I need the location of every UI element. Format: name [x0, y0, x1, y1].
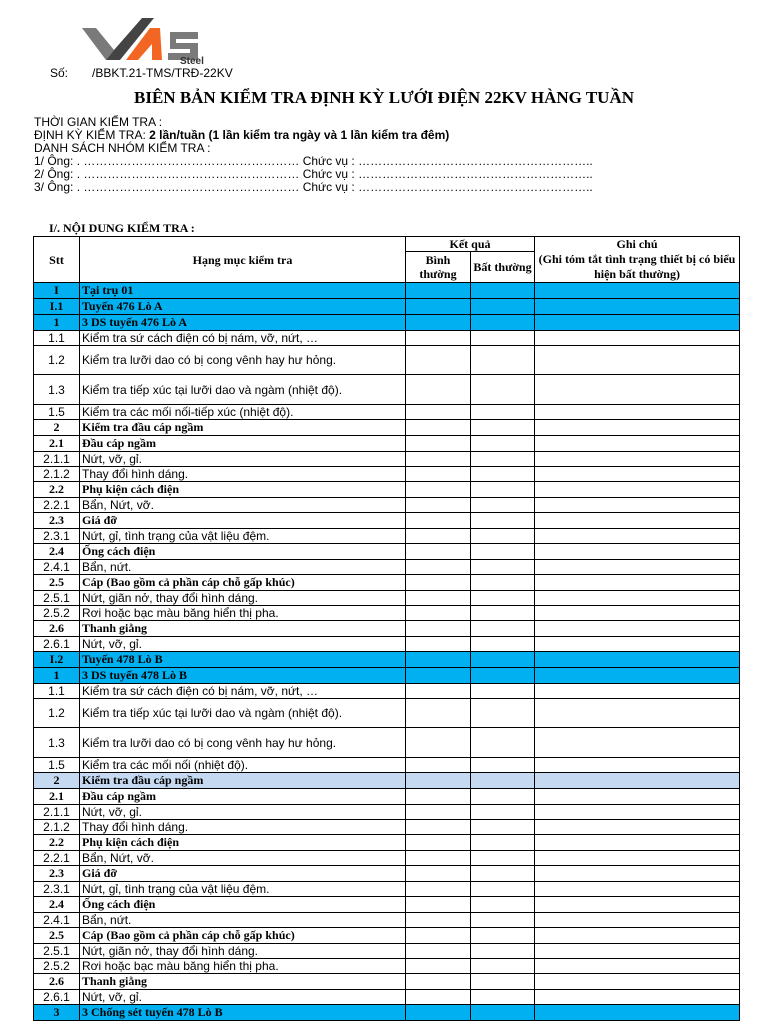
row-item: Giá đỡ [80, 513, 406, 529]
row-item: 3 DS tuyến 476 Lò A [80, 315, 406, 331]
table-row [34, 560, 740, 575]
col-header-result: Kết quả [406, 237, 535, 252]
note-cell[interactable] [535, 529, 740, 544]
row-item: Nứt, vỡ, gỉ. [80, 805, 406, 820]
row-item: Nứt, gỉ, tình trạng của vật liệu đệm. [80, 529, 406, 544]
result-normal-cell[interactable] [406, 513, 471, 529]
table-row [34, 897, 740, 913]
table-row [34, 346, 740, 375]
result-abnormal-cell[interactable] [471, 913, 535, 928]
result-abnormal-cell[interactable] [471, 959, 535, 974]
note-cell[interactable] [535, 331, 740, 346]
row-stt: 2.4 [34, 897, 80, 913]
result-normal-cell[interactable] [406, 436, 471, 452]
row-stt: 2.5.1 [34, 591, 80, 606]
note-cell[interactable] [535, 959, 740, 974]
note-cell[interactable] [535, 575, 740, 591]
row-item: Nứt, giãn nở, thay đổi hình dáng. [80, 591, 406, 606]
note-cell[interactable] [535, 773, 740, 789]
row-stt: 2.4 [34, 544, 80, 560]
result-abnormal-cell[interactable] [471, 529, 535, 544]
row-item: Cáp (Bao gồm cả phần cáp chỗ gấp khúc) [80, 928, 406, 944]
result-abnormal-cell[interactable] [471, 652, 535, 668]
col-header-normal: Bình thường [406, 252, 471, 283]
row-stt: 1.2 [34, 346, 80, 375]
table-row [34, 299, 740, 315]
table-row [34, 544, 740, 560]
row-stt: 2.6 [34, 621, 80, 637]
note-cell[interactable] [535, 820, 740, 835]
row-stt: 2.1 [34, 436, 80, 452]
note-cell[interactable] [535, 637, 740, 652]
result-abnormal-cell[interactable] [471, 375, 535, 405]
note-cell[interactable] [535, 513, 740, 529]
result-abnormal-cell[interactable] [471, 283, 535, 299]
result-normal-cell[interactable] [406, 959, 471, 974]
note-cell[interactable] [535, 299, 740, 315]
row-stt: 2.4.1 [34, 560, 80, 575]
row-stt: 2.1.1 [34, 452, 80, 467]
result-normal-cell[interactable] [406, 544, 471, 560]
row-item: Nứt, giãn nở, thay đổi hình dáng. [80, 944, 406, 959]
note-cell[interactable] [535, 913, 740, 928]
team-list-label: DANH SÁCH NHÓM KIỂM TRA : [34, 141, 211, 155]
section-title: I/. NỘI DUNG KIỂM TRA : [49, 221, 195, 235]
row-item: Bẩn, Nứt, vỡ. [80, 498, 406, 513]
col-header-note: Ghi chú (Ghi tóm tắt tình trạng thiết bị có biểu hiện bất thường) [535, 237, 740, 283]
result-normal-cell[interactable] [406, 990, 471, 1005]
row-stt: 2.6.1 [34, 637, 80, 652]
row-stt: 2.1.2 [34, 467, 80, 482]
result-normal-cell[interactable] [406, 652, 471, 668]
note-cell[interactable] [535, 375, 740, 405]
result-abnormal-cell[interactable] [471, 606, 535, 621]
row-item: Bẩn, nứt. [80, 560, 406, 575]
row-item: Bẩn, Nứt, vỡ. [80, 851, 406, 866]
result-normal-cell[interactable] [406, 606, 471, 621]
row-stt: 2.3 [34, 866, 80, 882]
row-item: Kiểm tra tiếp xúc tại lưỡi dao và ngàm (nhiệt độ). [80, 375, 406, 405]
note-cell[interactable] [535, 851, 740, 866]
note-cell[interactable] [535, 405, 740, 420]
note-cell[interactable] [535, 606, 740, 621]
result-abnormal-cell[interactable] [471, 758, 535, 773]
table-row [34, 866, 740, 882]
result-abnormal-cell[interactable] [471, 405, 535, 420]
result-normal-cell[interactable] [406, 944, 471, 959]
note-cell[interactable] [535, 315, 740, 331]
row-stt: 2.3.1 [34, 529, 80, 544]
row-item: Nứt, vỡ, gỉ. [80, 452, 406, 467]
note-cell[interactable] [535, 866, 740, 882]
page-title: BIÊN BẢN KIỂM TRA ĐỊNH KỲ LƯỚI ĐIỆN 22KV HÀNG TUẦN [134, 88, 634, 107]
row-item: Tuyến 476 Lò A [80, 299, 406, 315]
row-item: Tuyến 478 Lò B [80, 652, 406, 668]
result-abnormal-cell[interactable] [471, 684, 535, 699]
row-item: Nứt, gỉ, tình trạng của vật liệu đệm. [80, 882, 406, 897]
result-normal-cell[interactable] [406, 866, 471, 882]
row-stt: 2.3 [34, 513, 80, 529]
table-row [34, 575, 740, 591]
table-row [34, 913, 740, 928]
row-item: Kiểm tra sứ cách điện có bị nám, vỡ, nứt, … [80, 684, 406, 699]
table-row [34, 699, 740, 728]
row-item: Kiểm tra lưỡi dao có bị cong vênh hay hư hỏng. [80, 728, 406, 758]
result-normal-cell[interactable] [406, 728, 471, 758]
row-item: Giá đỡ [80, 866, 406, 882]
table-row [34, 482, 740, 498]
result-normal-cell[interactable] [406, 375, 471, 405]
table-row [34, 315, 740, 331]
table-row [34, 331, 740, 346]
row-stt: 2 [34, 773, 80, 789]
row-stt: 2.5 [34, 928, 80, 944]
result-abnormal-cell[interactable] [471, 436, 535, 452]
inspection-table [33, 236, 740, 1021]
result-abnormal-cell[interactable] [471, 637, 535, 652]
result-normal-cell[interactable] [406, 758, 471, 773]
note-cell[interactable] [535, 544, 740, 560]
result-abnormal-cell[interactable] [471, 315, 535, 331]
table-row [34, 513, 740, 529]
result-normal-cell[interactable] [406, 575, 471, 591]
result-normal-cell[interactable] [406, 1005, 471, 1021]
row-item: Thanh giằng [80, 974, 406, 990]
row-stt: 2.2.1 [34, 851, 80, 866]
result-abnormal-cell[interactable] [471, 789, 535, 805]
company-logo [80, 14, 210, 66]
result-abnormal-cell[interactable] [471, 897, 535, 913]
table-row [34, 928, 740, 944]
row-stt: 1 [34, 315, 80, 331]
result-abnormal-cell[interactable] [471, 299, 535, 315]
result-normal-cell[interactable] [406, 974, 471, 990]
note-cell[interactable] [535, 805, 740, 820]
table-row [34, 684, 740, 699]
table-row [34, 467, 740, 482]
table-row [34, 805, 740, 820]
note-cell[interactable] [535, 728, 740, 758]
table-row [34, 420, 740, 436]
result-abnormal-cell[interactable] [471, 835, 535, 851]
row-stt: 1.1 [34, 331, 80, 346]
row-item: Kiểm tra các mối nối (nhiệt độ). [80, 758, 406, 773]
row-stt: 2.1.2 [34, 820, 80, 835]
info-block [34, 116, 593, 194]
result-abnormal-cell[interactable] [471, 560, 535, 575]
row-item: Nứt, vỡ, gỉ. [80, 637, 406, 652]
result-normal-cell[interactable] [406, 498, 471, 513]
col-header-abnormal: Bất thường [471, 252, 535, 283]
table-row [34, 773, 740, 789]
row-stt: 2.4.1 [34, 913, 80, 928]
result-abnormal-cell[interactable] [471, 420, 535, 436]
result-normal-cell[interactable] [406, 684, 471, 699]
row-item: Kiểm tra đầu cáp ngầm [80, 420, 406, 436]
result-normal-cell[interactable] [406, 851, 471, 866]
row-stt: 2.2.1 [34, 498, 80, 513]
row-stt: I [34, 283, 80, 299]
result-abnormal-cell[interactable] [471, 990, 535, 1005]
row-item: Đầu cáp ngầm [80, 789, 406, 805]
row-stt: 1.3 [34, 728, 80, 758]
result-abnormal-cell[interactable] [471, 866, 535, 882]
note-cell[interactable] [535, 482, 740, 498]
result-normal-cell[interactable] [406, 805, 471, 820]
table-row [34, 637, 740, 652]
result-abnormal-cell[interactable] [471, 331, 535, 346]
note-cell[interactable] [535, 591, 740, 606]
result-normal-cell[interactable] [406, 405, 471, 420]
team-member-2: 2/ Ông: . ……………………………………………… Chức vụ : ………………………………………………….. [34, 167, 593, 181]
table-row [34, 959, 740, 974]
table-row [34, 283, 740, 299]
row-stt: 1 [34, 668, 80, 684]
note-cell[interactable] [535, 944, 740, 959]
note-cell[interactable] [535, 699, 740, 728]
row-item: Đầu cáp ngầm [80, 436, 406, 452]
row-item: Kiểm tra đầu cáp ngầm [80, 773, 406, 789]
result-abnormal-cell[interactable] [471, 498, 535, 513]
result-abnormal-cell[interactable] [471, 882, 535, 897]
result-normal-cell[interactable] [406, 467, 471, 482]
row-stt: 2.5 [34, 575, 80, 591]
result-normal-cell[interactable] [406, 315, 471, 331]
result-abnormal-cell[interactable] [471, 591, 535, 606]
result-normal-cell[interactable] [406, 928, 471, 944]
row-item: Kiểm tra tiếp xúc tại lưỡi dao và ngàm (nhiệt độ). [80, 699, 406, 728]
result-abnormal-cell[interactable] [471, 805, 535, 820]
row-item: Thay đổi hình dáng. [80, 820, 406, 835]
result-normal-cell[interactable] [406, 346, 471, 375]
row-item: Kiểm tra các mối nối-tiếp xúc (nhiệt độ). [80, 405, 406, 420]
inspection-period: ĐỊNH KỲ KIỂM TRA: 2 lần/tuần (1 lần kiểm tra ngày và 1 lần kiểm tra đêm) [34, 128, 450, 142]
table-row [34, 498, 740, 513]
note-cell[interactable] [535, 668, 740, 684]
row-item: Rơi hoặc bạc màu băng hiển thị pha. [80, 959, 406, 974]
result-normal-cell[interactable] [406, 668, 471, 684]
row-stt: 2.1 [34, 789, 80, 805]
result-normal-cell[interactable] [406, 820, 471, 835]
table-row [34, 974, 740, 990]
table-row [34, 820, 740, 835]
row-item: Cáp (Bao gồm cả phần cáp chỗ gấp khúc) [80, 575, 406, 591]
result-abnormal-cell[interactable] [471, 513, 535, 529]
so-value: /BBKT.21-TMS/TRĐ-22KV [92, 66, 233, 80]
note-cell[interactable] [535, 346, 740, 375]
table-row [34, 944, 740, 959]
row-item: Phụ kiện cách điện [80, 482, 406, 498]
row-stt: 2.2 [34, 835, 80, 851]
row-stt: 2.6.1 [34, 990, 80, 1005]
result-abnormal-cell[interactable] [471, 773, 535, 789]
result-normal-cell[interactable] [406, 637, 471, 652]
result-normal-cell[interactable] [406, 482, 471, 498]
result-abnormal-cell[interactable] [471, 944, 535, 959]
note-cell[interactable] [535, 452, 740, 467]
result-normal-cell[interactable] [406, 560, 471, 575]
row-item: Bẩn, nứt. [80, 913, 406, 928]
note-cell[interactable] [535, 621, 740, 637]
note-cell[interactable] [535, 928, 740, 944]
team-member-3: 3/ Ông: . ……………………………………………… Chức vụ : ………………………………………………….. [34, 180, 593, 194]
team-member-1: 1/ Ông: . ……………………………………………… Chức vụ : ………………………………………………….. [34, 154, 593, 168]
result-abnormal-cell[interactable] [471, 346, 535, 375]
note-cell[interactable] [535, 467, 740, 482]
note-cell[interactable] [535, 835, 740, 851]
row-stt: 2 [34, 420, 80, 436]
row-stt: 1.5 [34, 405, 80, 420]
row-stt: 1.3 [34, 375, 80, 405]
result-abnormal-cell[interactable] [471, 668, 535, 684]
col-header-stt: Stt [34, 237, 80, 283]
table-row [34, 529, 740, 544]
table-row [34, 606, 740, 621]
note-cell[interactable] [535, 652, 740, 668]
note-cell[interactable] [535, 974, 740, 990]
result-abnormal-cell[interactable] [471, 699, 535, 728]
table-row [34, 835, 740, 851]
note-cell[interactable] [535, 684, 740, 699]
note-cell[interactable] [535, 420, 740, 436]
note-cell[interactable] [535, 789, 740, 805]
row-stt: 1.1 [34, 684, 80, 699]
row-stt: 2.1.1 [34, 805, 80, 820]
result-normal-cell[interactable] [406, 299, 471, 315]
result-normal-cell[interactable] [406, 897, 471, 913]
row-item: Thanh giằng [80, 621, 406, 637]
note-cell[interactable] [535, 990, 740, 1005]
table-row [34, 436, 740, 452]
result-abnormal-cell[interactable] [471, 467, 535, 482]
row-stt: 1.5 [34, 758, 80, 773]
note-cell[interactable] [535, 1005, 740, 1021]
table-row [34, 652, 740, 668]
col-header-item: Hạng mục kiểm tra [80, 237, 406, 283]
note-cell[interactable] [535, 560, 740, 575]
row-stt: 2.5.2 [34, 959, 80, 974]
row-stt: I.2 [34, 652, 80, 668]
table-row [34, 728, 740, 758]
note-cell[interactable] [535, 498, 740, 513]
result-normal-cell[interactable] [406, 420, 471, 436]
result-normal-cell[interactable] [406, 591, 471, 606]
row-stt: 2.5.2 [34, 606, 80, 621]
result-normal-cell[interactable] [406, 789, 471, 805]
result-normal-cell[interactable] [406, 331, 471, 346]
row-stt: 3 [34, 1005, 80, 1021]
result-normal-cell[interactable] [406, 699, 471, 728]
table-row [34, 452, 740, 467]
table-row [34, 758, 740, 773]
result-normal-cell[interactable] [406, 882, 471, 897]
result-normal-cell[interactable] [406, 773, 471, 789]
table-row [34, 668, 740, 684]
result-normal-cell[interactable] [406, 283, 471, 299]
result-normal-cell[interactable] [406, 913, 471, 928]
table-row [34, 990, 740, 1005]
result-abnormal-cell[interactable] [471, 928, 535, 944]
logo-subtext: Steel [180, 56, 204, 66]
row-item: Kiểm tra sứ cách điện có bị nám, vỡ, nứt, … [80, 331, 406, 346]
row-item: 3 Chống sét tuyến 478 Lò B [80, 1005, 406, 1021]
row-stt: I.1 [34, 299, 80, 315]
result-abnormal-cell[interactable] [471, 851, 535, 866]
result-normal-cell[interactable] [406, 835, 471, 851]
row-item: Nứt, vỡ, gỉ. [80, 990, 406, 1005]
row-item: 3 DS tuyến 478 Lò B [80, 668, 406, 684]
row-item: Thay đổi hình dáng. [80, 467, 406, 482]
row-item: Tại trụ 01 [80, 283, 406, 299]
table-row [34, 621, 740, 637]
document-number [50, 66, 233, 80]
result-abnormal-cell[interactable] [471, 974, 535, 990]
result-normal-cell[interactable] [406, 621, 471, 637]
table-row [34, 405, 740, 420]
note-cell[interactable] [535, 882, 740, 897]
result-abnormal-cell[interactable] [471, 575, 535, 591]
note-cell[interactable] [535, 283, 740, 299]
note-cell[interactable] [535, 436, 740, 452]
row-stt: 2.5.1 [34, 944, 80, 959]
result-abnormal-cell[interactable] [471, 452, 535, 467]
result-abnormal-cell[interactable] [471, 482, 535, 498]
row-stt: 2.2 [34, 482, 80, 498]
table-row [34, 851, 740, 866]
result-abnormal-cell[interactable] [471, 728, 535, 758]
so-label: Số: [50, 66, 69, 80]
inspection-time: THỜI GIAN KIỂM TRA : [34, 115, 163, 129]
row-item: Phụ kiện cách điện [80, 835, 406, 851]
row-item: Ống cách điện [80, 544, 406, 560]
result-normal-cell[interactable] [406, 529, 471, 544]
row-stt: 2.3.1 [34, 882, 80, 897]
result-abnormal-cell[interactable] [471, 1005, 535, 1021]
row-item: Rơi hoặc bạc màu băng hiển thị pha. [80, 606, 406, 621]
result-normal-cell[interactable] [406, 452, 471, 467]
table-row [34, 375, 740, 405]
row-item: Ống cách điện [80, 897, 406, 913]
table-row [34, 1005, 740, 1021]
result-abnormal-cell[interactable] [471, 544, 535, 560]
table-row [34, 789, 740, 805]
table-row [34, 591, 740, 606]
row-stt: 1.2 [34, 699, 80, 728]
note-cell[interactable] [535, 758, 740, 773]
result-abnormal-cell[interactable] [471, 621, 535, 637]
row-item: Kiểm tra lưỡi dao có bị cong vênh hay hư hỏng. [80, 346, 406, 375]
table-row [34, 882, 740, 897]
result-abnormal-cell[interactable] [471, 820, 535, 835]
note-cell[interactable] [535, 897, 740, 913]
row-stt: 2.6 [34, 974, 80, 990]
